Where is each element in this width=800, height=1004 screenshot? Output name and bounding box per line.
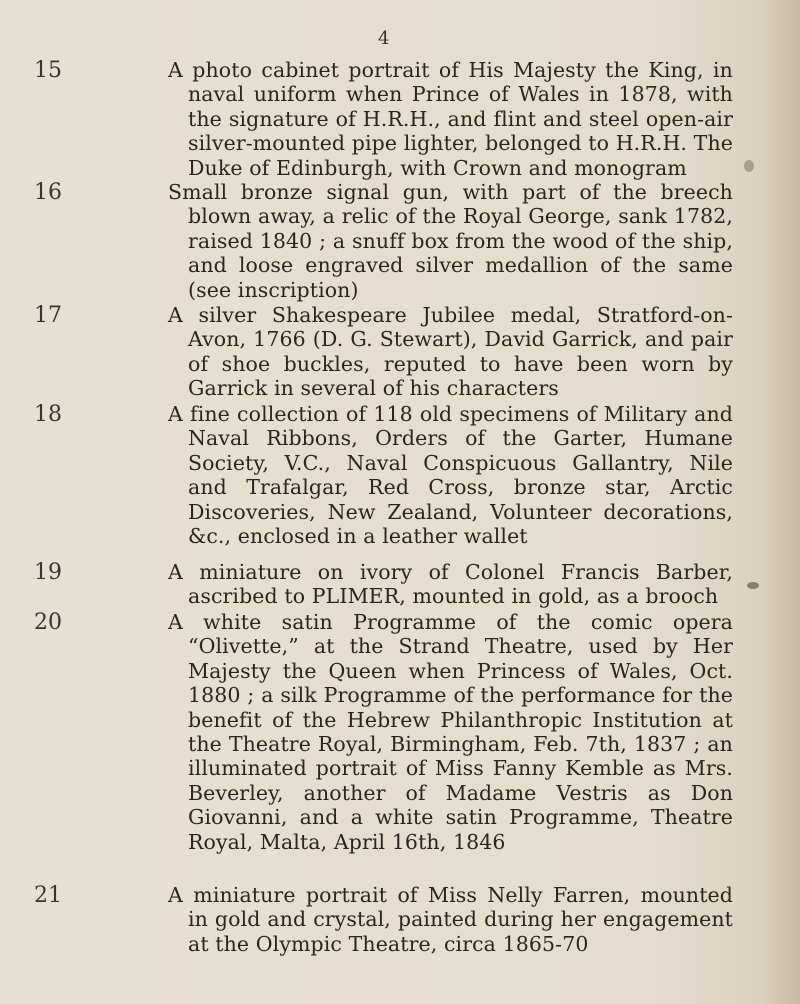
lot-description: A silver Shakespeare Jubilee medal, Stratford-on-Avon, 1766 (D. G. Stewart), David Garrick, and pair of shoe buckles, reputed to have been worn by Garrick in several of his characters <box>168 303 733 401</box>
lot-number: 16 <box>34 180 62 205</box>
lot-description: Small bronze signal gun, with part of the breech blown away, a relic of the Royal George, sank 1782, raised 1840 ; a snuff box from the wood of the ship, and loose engraved silver medallion of the same (see inscription) <box>168 180 733 302</box>
lot-description: A fine collection of 118 old specimens of Military and Naval Ribbons, Orders of the Garter, Humane Society, V.C., Naval Conspicuous Gallantry, Nile and Trafalgar, Red Cross, bronze star, Arctic Discoveries, New Zealand, Volunteer decorations, &c., enclosed in a leather wallet <box>168 402 733 549</box>
lot-number: 21 <box>34 883 62 908</box>
lot-description: A white satin Programme of the comic opera “Olivette,” at the Strand Theatre, used by Her Majesty the Queen when Princess of Wales, Oct. 1880 ; a silk Programme of the performance for the benefit of the Hebrew Philanthropic Institution at the Theatre Royal, Birmingham, Feb. 7th, 1837 ; an illuminated portrait of Miss Fanny Kemble as Mrs. Beverley, another of Madame Vestris as Don Giovanni, and a white satin Programme, Theatre Royal, Malta, April 16th, 1846 <box>168 610 733 854</box>
lot-number: 15 <box>34 58 62 83</box>
lot-number: 17 <box>34 303 62 328</box>
lot-number: 19 <box>34 560 62 585</box>
page-edge-shadow <box>760 0 800 1004</box>
page-number: 4 <box>378 28 390 49</box>
lot-number: 20 <box>34 610 62 635</box>
lot-description: A miniature portrait of Miss Nelly Farren, mounted in gold and crystal, painted during her engagement at the Olympic Theatre, circa 1865-70 <box>168 883 733 956</box>
lot-description: A photo cabinet portrait of His Majesty the King, in naval uniform when Prince of Wales in 1878, with the signature of H.R.H., and flint and steel open-air silver-mounted pipe lighter, belonged to H.R.H. The Duke of Edinburgh, with Crown and monogram <box>168 58 733 180</box>
lot-number: 18 <box>34 402 62 427</box>
lot-description: A miniature on ivory of Colonel Francis Barber, ascribed to PLIMER, mounted in gold, as a brooch <box>168 560 733 609</box>
paper-spot <box>747 582 759 589</box>
paper-spot <box>744 160 754 172</box>
